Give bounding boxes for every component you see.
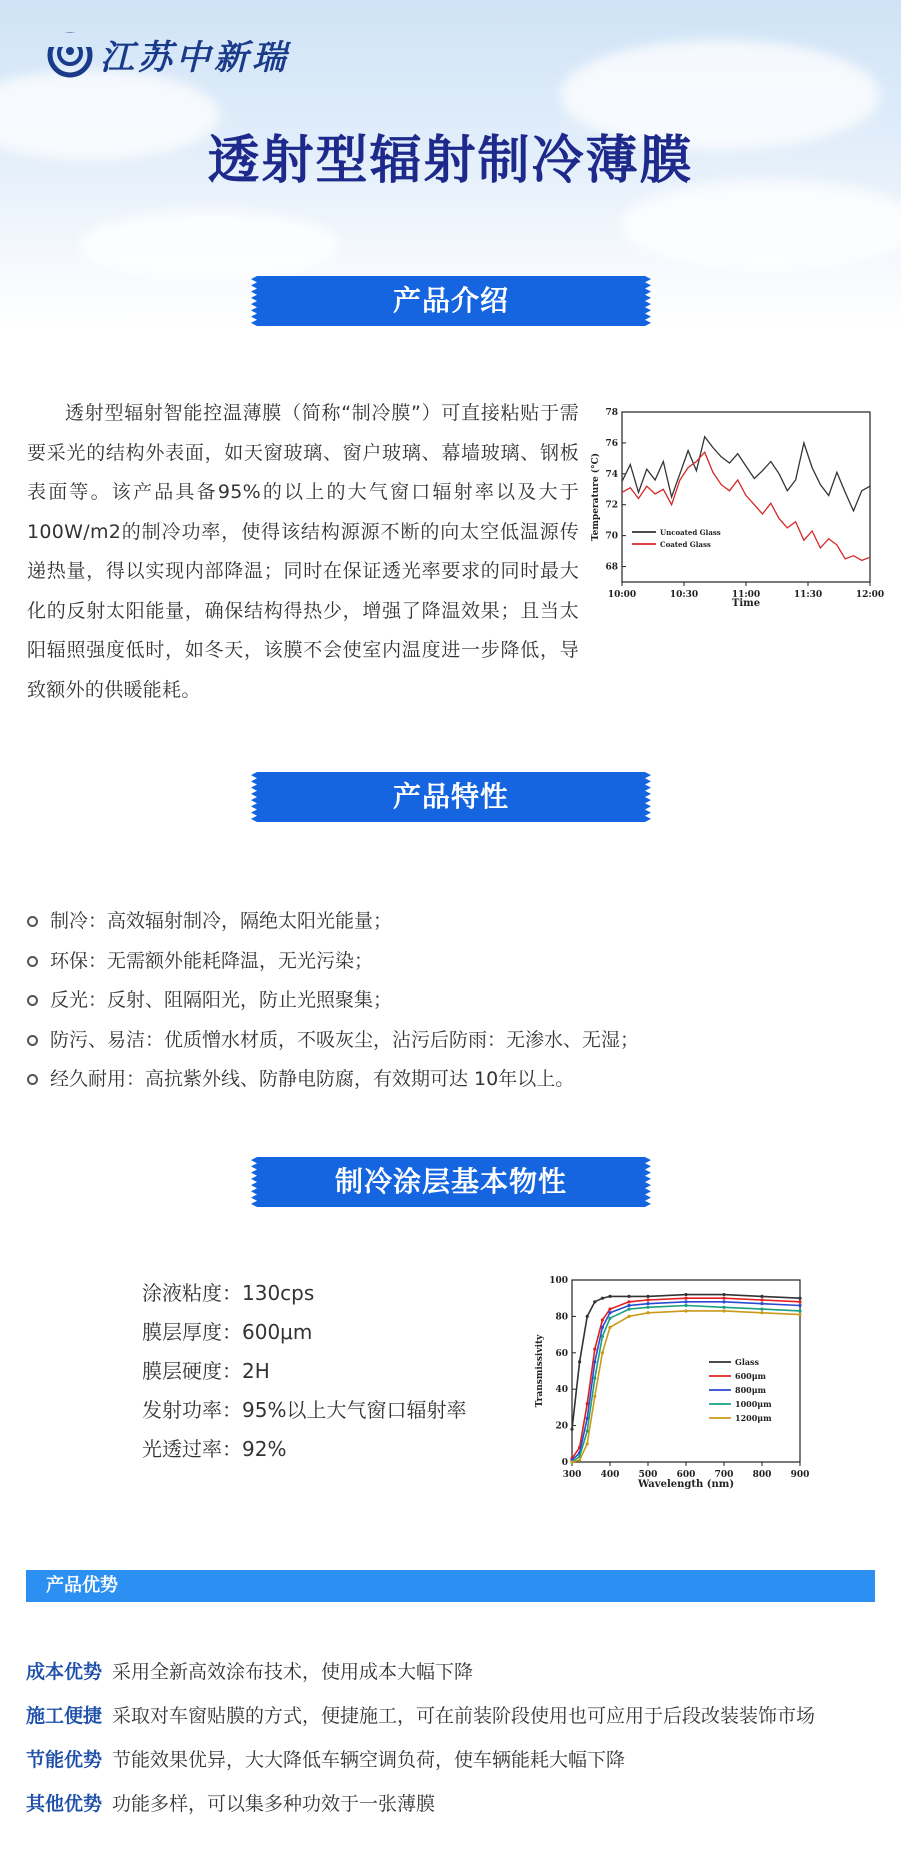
x-tick-label: 500: [638, 1470, 658, 1480]
data-point: [722, 1300, 725, 1303]
property-item: 光透过率：92%: [142, 1437, 287, 1461]
feature-item: 防污、易洁：优质憎水材质，不吸灰尘，沾污后防雨：无渗水、无湿；: [25, 1021, 639, 1061]
data-point: [601, 1297, 604, 1300]
data-point: [722, 1293, 725, 1296]
data-point: [608, 1311, 611, 1314]
feature-item: 制冷：高效辐射制冷，隔绝太阳光能量；: [25, 902, 639, 942]
data-point: [627, 1304, 630, 1307]
legend-label: 800μm: [735, 1385, 767, 1395]
y-tick-label: 40: [555, 1385, 568, 1396]
data-point: [760, 1295, 763, 1298]
data-point: [760, 1308, 763, 1311]
advantage-item: 成本优势 采用全新高效涂布技术，使用成本大幅下降: [26, 1661, 474, 1683]
legend-label: 1000μm: [735, 1399, 772, 1409]
data-point: [627, 1300, 630, 1303]
x-tick-label: 300: [562, 1470, 582, 1480]
intro-paragraph: 透射型辐射智能控温薄膜（简称“制冷膜”）可直接粘贴于需要采光的结构外表面，如天窗玻璃、窗户玻璃、幕墙玻璃、钢板表面等。该产品具备95%的以上的大气窗口辐射率以及大于100W/m2的制冷功率，使得该结构源源不断的向太空低温源传递热量，得以实现内部降温；同时在保证透光率要求的同时最大化的反射太阳能量，确保结构得热少，增强了降温效果；且当太阳辐照强度低时，如冬天，该膜不会使室内温度进一步降低，导致额外的供暖能耗。: [27, 402, 579, 701]
data-point: [578, 1459, 581, 1462]
bullet-icon: [27, 1074, 38, 1085]
legend-label: Uncoated Glass: [660, 528, 721, 537]
x-tick-label: 700: [714, 1470, 734, 1480]
swirl-logo-icon: [48, 33, 92, 77]
data-point: [593, 1348, 596, 1351]
data-point: [798, 1300, 801, 1303]
chart-background: [590, 404, 880, 604]
x-tick-label: 11:30: [793, 590, 823, 600]
data-point: [593, 1377, 596, 1380]
property-item: 涂液粘度：130cps: [142, 1281, 315, 1305]
data-point: [798, 1313, 801, 1316]
data-point: [627, 1315, 630, 1318]
y-tick-label: 0: [561, 1458, 568, 1468]
data-point: [593, 1360, 596, 1363]
x-tick-label: 10:30: [669, 590, 699, 600]
transmissivity-chart: [534, 1268, 810, 1493]
data-point: [593, 1395, 596, 1398]
section-title-features: 产品特性: [392, 780, 509, 813]
data-point: [798, 1304, 801, 1307]
advantage-item: 其他优势 功能多样，可以集多种功效于一张薄膜: [26, 1793, 436, 1815]
advantages-header: [26, 1570, 875, 1602]
data-point: [608, 1326, 611, 1329]
bullet-icon: [27, 995, 38, 1006]
y-axis-label: Transmissivity: [535, 1334, 545, 1408]
section-title-properties: 制冷涂层基本物性: [334, 1165, 567, 1198]
data-point: [684, 1297, 687, 1300]
property-item: 膜层硬度：2H: [142, 1359, 270, 1383]
y-tick-label: 78: [605, 408, 618, 418]
advantage-item: 施工便捷 采取对车窗贴膜的方式，便捷施工，可在前装阶段使用也可应用于后段改装装饰市场: [26, 1705, 816, 1727]
x-tick-label: 11:00: [731, 590, 761, 600]
advantage-item: 节能优势 节能效果优异，大大降低车辆空调负荷，使车辆能耗大幅下降: [26, 1749, 626, 1771]
y-tick-label: 76: [605, 438, 618, 449]
data-point: [601, 1351, 604, 1354]
brand-name: 江苏中新瑞: [100, 38, 290, 78]
property-list: [142, 1274, 466, 1469]
data-point: [601, 1326, 604, 1329]
data-point: [684, 1309, 687, 1312]
data-point: [608, 1295, 611, 1298]
data-point: [760, 1311, 763, 1314]
brand-logo: [48, 30, 290, 79]
data-point: [608, 1308, 611, 1311]
data-point: [646, 1298, 649, 1301]
data-point: [593, 1300, 596, 1303]
legend-label: Glass: [735, 1357, 760, 1367]
data-point: [760, 1302, 763, 1305]
feature-list: [25, 902, 639, 1100]
data-point: [578, 1360, 581, 1363]
legend-label: 1200μm: [735, 1413, 772, 1423]
data-point: [601, 1335, 604, 1338]
x-tick-label: 12:00: [855, 590, 885, 600]
x-tick-label: 400: [600, 1470, 620, 1480]
section-title-intro: 产品介绍: [392, 284, 509, 317]
section-banner-intro: [251, 276, 651, 326]
legend-label: 600μm: [735, 1371, 767, 1381]
data-point: [570, 1460, 573, 1463]
feature-item: 经久耐用：高抗紫外线、防静电防腐，有效期可达 10年以上。: [25, 1060, 639, 1100]
x-axis-label: Wavelength (nm): [637, 1479, 735, 1490]
data-point: [586, 1315, 589, 1318]
data-point: [586, 1442, 589, 1445]
data-point: [608, 1317, 611, 1320]
temperature-chart: [590, 404, 885, 609]
data-point: [798, 1309, 801, 1312]
y-tick-label: 74: [605, 469, 618, 480]
y-tick-label: 68: [605, 562, 618, 573]
data-point: [646, 1311, 649, 1314]
data-point: [601, 1318, 604, 1321]
feature-item: 环保：无需额外能耗降温，无光污染；: [25, 942, 639, 982]
y-tick-label: 80: [555, 1312, 568, 1323]
x-tick-label: 800: [752, 1470, 772, 1480]
data-point: [722, 1309, 725, 1312]
page-title: 透射型辐射制冷薄膜: [207, 131, 694, 191]
y-tick-label: 100: [549, 1276, 568, 1286]
x-tick-label: 600: [676, 1470, 696, 1480]
y-tick-label: 20: [555, 1421, 568, 1432]
y-axis-label: Temperature (°C): [591, 453, 601, 541]
bullet-icon: [27, 956, 38, 967]
data-point: [798, 1297, 801, 1300]
y-tick-label: 70: [605, 531, 618, 542]
data-point: [627, 1295, 630, 1298]
data-point: [627, 1308, 630, 1311]
legend-label: Coated Glass: [660, 540, 711, 549]
data-point: [722, 1306, 725, 1309]
x-tick-label: 10:00: [607, 590, 637, 600]
section-banner-properties: [251, 1157, 651, 1207]
x-tick-label: 900: [790, 1470, 810, 1480]
data-point: [722, 1297, 725, 1300]
bullet-icon: [27, 1035, 38, 1046]
data-point: [684, 1304, 687, 1307]
property-item: 发射功率：95%以上大气窗口辐射率: [142, 1398, 467, 1422]
section-banner-features: [251, 772, 651, 822]
property-item: 膜层厚度：600μm: [142, 1320, 313, 1344]
data-point: [684, 1300, 687, 1303]
data-point: [760, 1298, 763, 1301]
section-title-advantages: 产品优势: [46, 1575, 118, 1596]
data-point: [684, 1293, 687, 1296]
bullet-icon: [27, 916, 38, 927]
advantage-list: [26, 1650, 815, 1826]
feature-item: 反光：反射、阻隔阳光，防止光照聚集；: [25, 981, 639, 1021]
x-axis-label: Time: [731, 598, 761, 609]
data-point: [570, 1428, 573, 1431]
y-tick-label: 60: [555, 1348, 568, 1359]
data-point: [646, 1302, 649, 1305]
y-tick-label: 72: [605, 500, 618, 511]
data-point: [646, 1306, 649, 1309]
data-point: [646, 1295, 649, 1298]
